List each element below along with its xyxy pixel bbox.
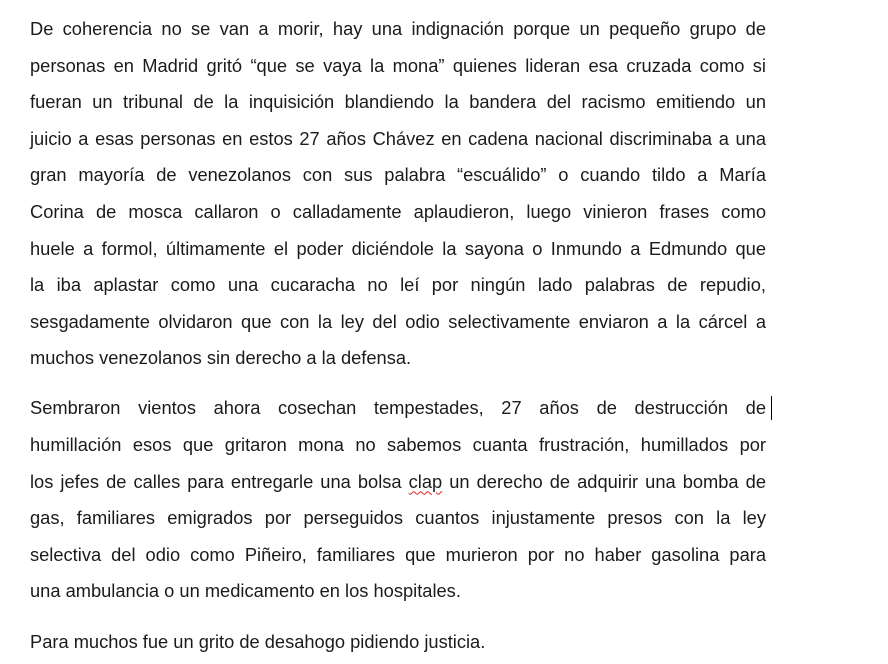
text-line: gas, familiares emigrados por perseguidos cuantos injustamente presos con la ley — [30, 504, 766, 541]
text-line: huele a formol, últimamente el poder diciéndole la sayona o Inmundo a Edmundo que — [30, 235, 766, 272]
text-line: selectiva del odio como Piñeiro, familiares que murieron por no haber gasolina para — [30, 541, 766, 578]
paragraph-spacing — [30, 614, 766, 628]
paragraph-3[interactable] — [30, 628, 766, 664]
text-line-with-cursor — [30, 394, 766, 431]
paragraph-2[interactable] — [30, 394, 766, 614]
text-line: humillación esos que gritaron mona no sabemos cuanta frustración, humillados por — [30, 431, 766, 468]
text-line: la iba aplastar como una cucaracha no leí por ningún lado palabras de repudio, — [30, 271, 766, 308]
text-segment: los jefes de calles para entregarle una bolsa — [30, 471, 409, 492]
text-line: personas en Madrid gritó “que se vaya la mona” quienes lideran esa cruzada como si — [30, 52, 766, 89]
text-line: muchos venezolanos sin derecho a la defensa. — [30, 344, 766, 381]
text-line: Para muchos fue un grito de desahogo pidiendo justicia. — [30, 628, 766, 664]
text-line: Corina de mosca callaron o calladamente aplaudieron, luego vinieron frases como — [30, 198, 766, 235]
text-line-content: Sembraron vientos ahora cosechan tempestades, 27 años de destrucción de — [30, 397, 766, 418]
document-body[interactable] — [30, 15, 766, 664]
text-line: fueran un tribunal de la inquisición blandiendo la bandera del racismo emitiendo un — [30, 88, 766, 125]
text-line-with-spelling-error — [30, 468, 766, 505]
paragraph-spacing — [30, 381, 766, 395]
text-segment: un derecho de adquirir una bomba de — [442, 471, 766, 492]
text-cursor — [771, 396, 773, 420]
paragraph-1[interactable] — [30, 15, 766, 381]
text-line: juicio a esas personas en estos 27 años Chávez en cadena nacional discriminaba a una — [30, 125, 766, 162]
text-line: sesgadamente olvidaron que con la ley del odio selectivamente enviaron a la cárcel a — [30, 308, 766, 345]
text-line: una ambulancia o un medicamento en los hospitales. — [30, 577, 766, 614]
misspelled-word[interactable]: clap — [409, 471, 443, 492]
text-line: gran mayoría de venezolanos con sus palabra “escuálido” o cuando tildo a María — [30, 161, 766, 198]
text-line: De coherencia no se van a morir, hay una indignación porque un pequeño grupo de — [30, 15, 766, 52]
